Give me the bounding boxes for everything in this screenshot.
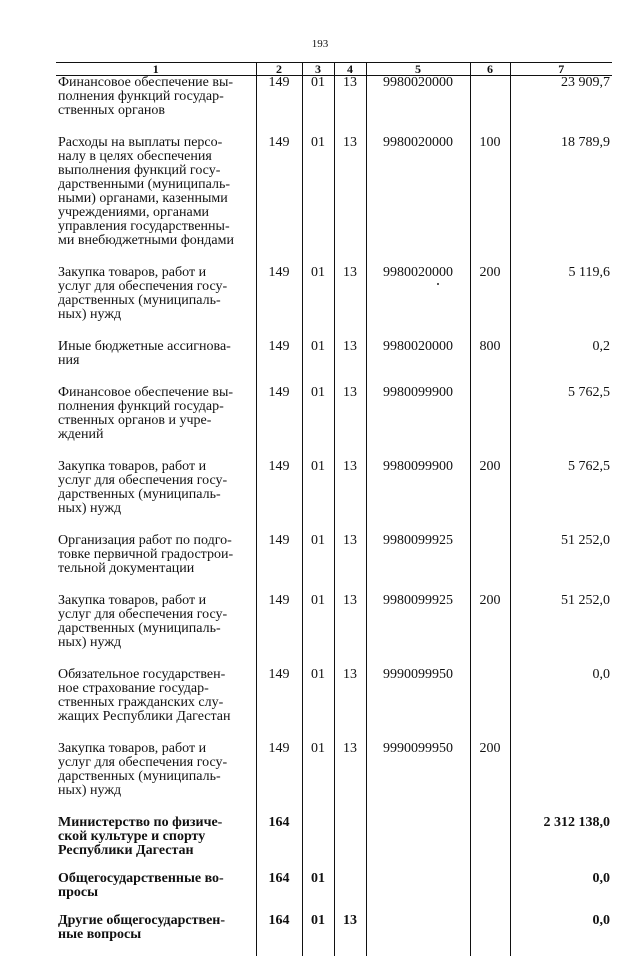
- row-code-2: 149: [256, 742, 302, 816]
- row-name: Финансовое обеспечение вы- полнения функций государ- ственных органов: [56, 76, 256, 137]
- row-code-2: 149: [256, 534, 302, 594]
- row-code-4: 13: [334, 594, 366, 668]
- row-code-3: 01: [302, 872, 334, 914]
- row-code-4: [334, 816, 366, 872]
- column-header-6: 6: [470, 63, 510, 76]
- row-code-2: 149: [256, 668, 302, 742]
- row-name: Расходы на выплаты персо- налу в целях обеспечения выполнения функций госу- дарственными (муниципаль- ными) органами, казенными учреждениями, органами управления государственны- ми внебюджетными фондами: [56, 136, 256, 266]
- table-row: [56, 534, 612, 594]
- row-name: Организация работ по подго- товке первичной градострои- тельной документации: [56, 534, 256, 594]
- row-amount: 2 312 138,0: [510, 816, 612, 872]
- row-name: Министерство по физиче- ской культуре и спорту Республики Дагестан: [56, 816, 256, 872]
- row-code-2: 149: [256, 386, 302, 460]
- row-code-3: 01: [302, 340, 334, 386]
- row-code-2: 149: [256, 340, 302, 386]
- row-amount: 5 762,5: [510, 386, 612, 460]
- row-code-3: 01: [302, 460, 334, 534]
- row-code-6: [470, 534, 510, 594]
- page-number: 193: [0, 38, 640, 50]
- row-code-3: 01: [302, 266, 334, 340]
- row-amount: 5 119,6: [510, 266, 612, 340]
- column-header-7: 7: [510, 63, 612, 76]
- table-row: [56, 872, 612, 914]
- row-code-5: 9980099900: [366, 460, 470, 534]
- row-code-6: [470, 914, 510, 956]
- row-name: Закупка товаров, работ и услуг для обеспечения госу- дарственных (муниципаль- ных) нужд: [56, 742, 256, 816]
- table-row: [56, 266, 612, 340]
- row-code-3: 01: [302, 534, 334, 594]
- table-row: [56, 340, 612, 386]
- row-code-2: 149: [256, 266, 302, 340]
- row-code-2: 164: [256, 816, 302, 872]
- budget-table-container: [56, 62, 612, 846]
- row-code-4: [334, 872, 366, 914]
- table-row: [56, 76, 612, 137]
- row-code-3: 01: [302, 76, 334, 137]
- row-name: Другие общегосударствен- ные вопросы: [56, 914, 256, 956]
- row-code-4: 13: [334, 136, 366, 266]
- column-header-4: 4: [334, 63, 366, 76]
- row-code-3: 01: [302, 914, 334, 956]
- row-code-4: 13: [334, 76, 366, 137]
- table-row: [56, 914, 612, 956]
- row-code-4: 13: [334, 340, 366, 386]
- row-code-3: 01: [302, 386, 334, 460]
- row-code-6: [470, 816, 510, 872]
- row-amount: 0,0: [510, 668, 612, 742]
- table-row: [56, 136, 612, 266]
- row-name: Закупка товаров, работ и услуг для обеспечения госу- дарственных (муниципаль- ных) нужд: [56, 266, 256, 340]
- row-code-3: [302, 816, 334, 872]
- row-name: Закупка товаров, работ и услуг для обеспечения госу- дарственных (муниципаль- ных) нужд: [56, 594, 256, 668]
- row-name: Закупка товаров, работ и услуг для обеспечения госу- дарственных (муниципаль- ных) нужд: [56, 460, 256, 534]
- budget-table: [56, 62, 612, 956]
- row-name: Финансовое обеспечение вы- полнения функций государ- ственных органов и учре- ждений: [56, 386, 256, 460]
- row-code-3: 01: [302, 136, 334, 266]
- row-amount: 0,0: [510, 872, 612, 914]
- row-code-6: [470, 386, 510, 460]
- row-code-4: 13: [334, 668, 366, 742]
- row-code-5: [366, 816, 470, 872]
- row-amount: 18 789,9: [510, 136, 612, 266]
- row-code-2: 164: [256, 872, 302, 914]
- row-name: Обязательное государствен- ное страхование государ- ственных гражданских слу- жащих Республики Дагестан: [56, 668, 256, 742]
- row-code-5: 9980020000: [366, 340, 470, 386]
- row-code-5: 9980020000: [366, 76, 470, 137]
- row-code-4: 13: [334, 386, 366, 460]
- table-row: [56, 816, 612, 872]
- header-row: [56, 63, 612, 76]
- row-code-4: 13: [334, 266, 366, 340]
- row-amount: 0,2: [510, 340, 612, 386]
- row-code-5: 9990099950: [366, 742, 470, 816]
- row-code-4: 13: [334, 460, 366, 534]
- row-code-3: 01: [302, 668, 334, 742]
- row-code-5: [366, 872, 470, 914]
- row-amount: [510, 742, 612, 816]
- row-amount: 23 909,7: [510, 76, 612, 137]
- row-code-5: 9980099900: [366, 386, 470, 460]
- table-row: [56, 742, 612, 816]
- row-name: Иные бюджетные ассигнова- ния: [56, 340, 256, 386]
- row-code-6: [470, 872, 510, 914]
- row-code-5: [366, 914, 470, 956]
- row-amount: 51 252,0: [510, 534, 612, 594]
- row-code-2: 164: [256, 914, 302, 956]
- row-code-6: 200: [470, 460, 510, 534]
- column-header-2: 2: [256, 63, 302, 76]
- row-code-6: [470, 668, 510, 742]
- row-code-6: 100: [470, 136, 510, 266]
- row-code-3: 01: [302, 594, 334, 668]
- row-code-6: 200: [470, 594, 510, 668]
- column-header-3: 3: [302, 63, 334, 76]
- row-code-4: 13: [334, 534, 366, 594]
- column-header-1: 1: [56, 63, 256, 76]
- row-code-6: 200: [470, 266, 510, 340]
- row-code-2: 149: [256, 594, 302, 668]
- row-code-5: 9980099925: [366, 534, 470, 594]
- row-code-2: 149: [256, 76, 302, 137]
- table-row: [56, 668, 612, 742]
- row-code-3: 01: [302, 742, 334, 816]
- row-name: Общегосударственные во- просы: [56, 872, 256, 914]
- row-code-2: 149: [256, 136, 302, 266]
- row-code-6: [470, 76, 510, 137]
- table-row: [56, 460, 612, 534]
- row-code-2: 149: [256, 460, 302, 534]
- table-body: [56, 76, 612, 956]
- row-code-5: 9980099925: [366, 594, 470, 668]
- table-row: [56, 594, 612, 668]
- row-code-5: 9990099950: [366, 668, 470, 742]
- row-amount: 0,0: [510, 914, 612, 956]
- table-row: [56, 386, 612, 460]
- row-code-4: 13: [334, 742, 366, 816]
- row-amount: 5 762,5: [510, 460, 612, 534]
- row-code-6: 800: [470, 340, 510, 386]
- row-code-4: 13: [334, 914, 366, 956]
- row-code-5: 9980020000: [366, 266, 470, 340]
- row-code-6: 200: [470, 742, 510, 816]
- column-header-5: 5: [366, 63, 470, 76]
- row-code-5: 9980020000: [366, 136, 470, 266]
- stray-dot-mark: [437, 283, 439, 285]
- row-amount: 51 252,0: [510, 594, 612, 668]
